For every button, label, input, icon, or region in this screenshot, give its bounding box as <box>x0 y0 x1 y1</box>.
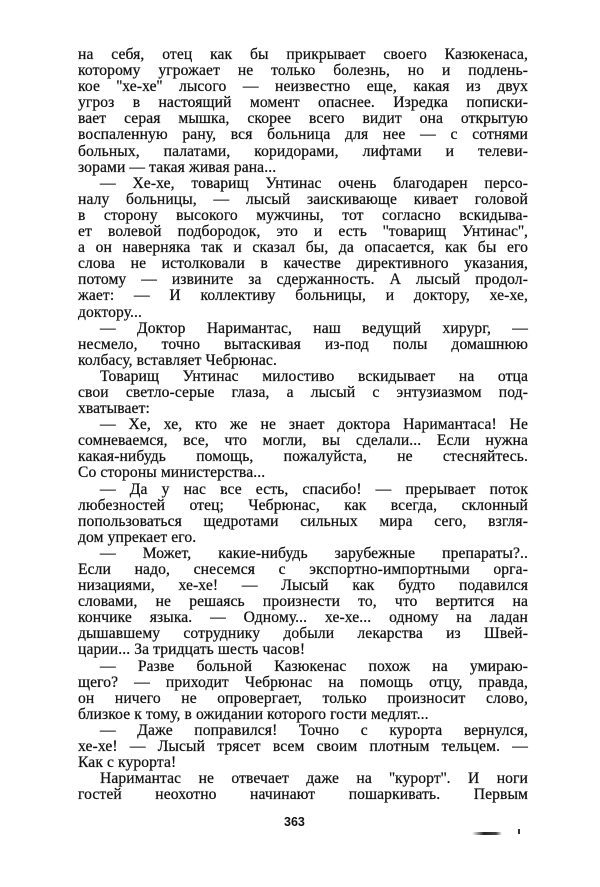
text-line: угроз в настоящий момент опаснее. Изредка пописки- <box>78 94 528 112</box>
text-line: в сторону высокого мужчины, тот согласно вскидыва- <box>78 206 528 224</box>
text-line: которому угрожает не только болезнь, но и подлень- <box>78 62 528 80</box>
text-line: больных, палатами, коридорами, лифтами и телеви- <box>78 142 528 160</box>
text-line: дом упрекает его. <box>78 528 197 546</box>
text-line: близкое к тому, в ожидании которого гости медлят... <box>78 705 429 723</box>
text-line: на себя, отец как бы прикрывает своего Казюкенаса, <box>78 46 528 63</box>
text-line: попользоваться щедротами сильных мира сего, взгля- <box>78 512 528 530</box>
text-line: — Даже поправился! Точно с курорта вернулся, <box>100 721 528 739</box>
text-line: щего? — приходит Чебрюнас на помощь отцу, правда, <box>78 673 528 691</box>
text-line: доктору... <box>78 303 143 321</box>
text-line: любезностей отец; Чебрюнас, как всегда, склонный <box>78 496 528 514</box>
text-line: — Хе-хе, товарищ Унтинас очень благодарен персо- <box>100 174 528 192</box>
scan-smudge <box>472 832 502 835</box>
text-line: налу больницы, — лысый заискивающе кивает головой <box>78 190 528 208</box>
scan-speck <box>518 829 520 834</box>
text-line: сомневаемся, все, что могли, вы сделали... Если нужна <box>78 432 528 450</box>
text-line: вает серая мышка, скорее всего видит она открытую <box>78 110 528 128</box>
text-line: — Может, какие-нибудь зарубежные препараты?.. <box>100 544 528 562</box>
text-line: свои светло-серые глаза, а лысый с энтузиазмом под- <box>78 383 528 401</box>
text-line: ет волевой подбородок, это и есть ''товарищ Унтинас'', <box>78 223 528 241</box>
text-line: слова не истолковали в качестве директивного указания, <box>78 255 528 273</box>
text-line: дышавшему сотруднику добыли лекарства из Швей- <box>78 625 528 643</box>
text-line: жает: — И коллективу больницы, и доктору, хе-хе, <box>78 287 528 305</box>
text-line: он ничего не опровергает, только произносит слово, <box>78 689 528 707</box>
text-line: царии... За тридцать шесть часов! <box>78 641 306 659</box>
text-line: а он наверняка так и сказал бы, да опасается, как бы его <box>78 239 528 257</box>
text-line: низациями, хе-хе! — Лысый как будто подавился <box>78 577 528 595</box>
text-line: потому — извините за сдержанность. А лысый продол- <box>78 271 528 289</box>
text-line: Со стороны министерства... <box>78 464 266 482</box>
text-line: несмело, точно вытаскивая из-под полы домашнюю <box>78 335 528 353</box>
text-line: гостей неохотно начинают пошаркивать. Первым <box>78 786 528 804</box>
text-line: — Доктор Наримантас, наш ведущий хирург, — <box>100 319 528 337</box>
text-line: — Хе, хе, кто же не знает доктора Наримантаса! Не <box>100 416 528 434</box>
text-line: хе-хе! — Лысый трясет всем своим плотным тельцем. — <box>78 738 528 756</box>
text-line: кончике языка. — Одному... хе-хе... одному на ладан <box>78 609 528 627</box>
text-line: Наримантас не отвечает даже на ''курорт''. И ноги <box>100 770 528 788</box>
text-line: хватывает: <box>78 400 150 418</box>
text-line: Если надо, снесемся с экспортно-импортными орга- <box>78 561 528 578</box>
text-line: воспаленную рану, вся больница для нее — с сотнями <box>78 126 528 144</box>
text-line: словами, не решаясь произнести то, что вертится на <box>78 593 528 611</box>
text-line: кое ''хе-хе'' лысого — неизвестно еще, какая из двух <box>78 78 528 96</box>
text-line: Как с курорта! <box>78 754 177 772</box>
page-number: 363 <box>284 815 305 829</box>
text-line: какая-нибудь помощь, пожалуйста, не стесняйтесь. <box>78 448 528 466</box>
book-page-text <box>78 47 528 803</box>
text-line: колбасу, вставляет Чебрюнас. <box>78 351 277 369</box>
text-line: Товарищ Унтинас милостиво вскидывает на отца <box>100 367 528 385</box>
text-line: зорами — такая живая рана... <box>78 158 277 176</box>
text-line: — Разве больной Казюкенас похож на умираю- <box>100 657 528 675</box>
text-line: — Да у нас все есть, спасибо! — прерывает поток <box>100 480 528 498</box>
